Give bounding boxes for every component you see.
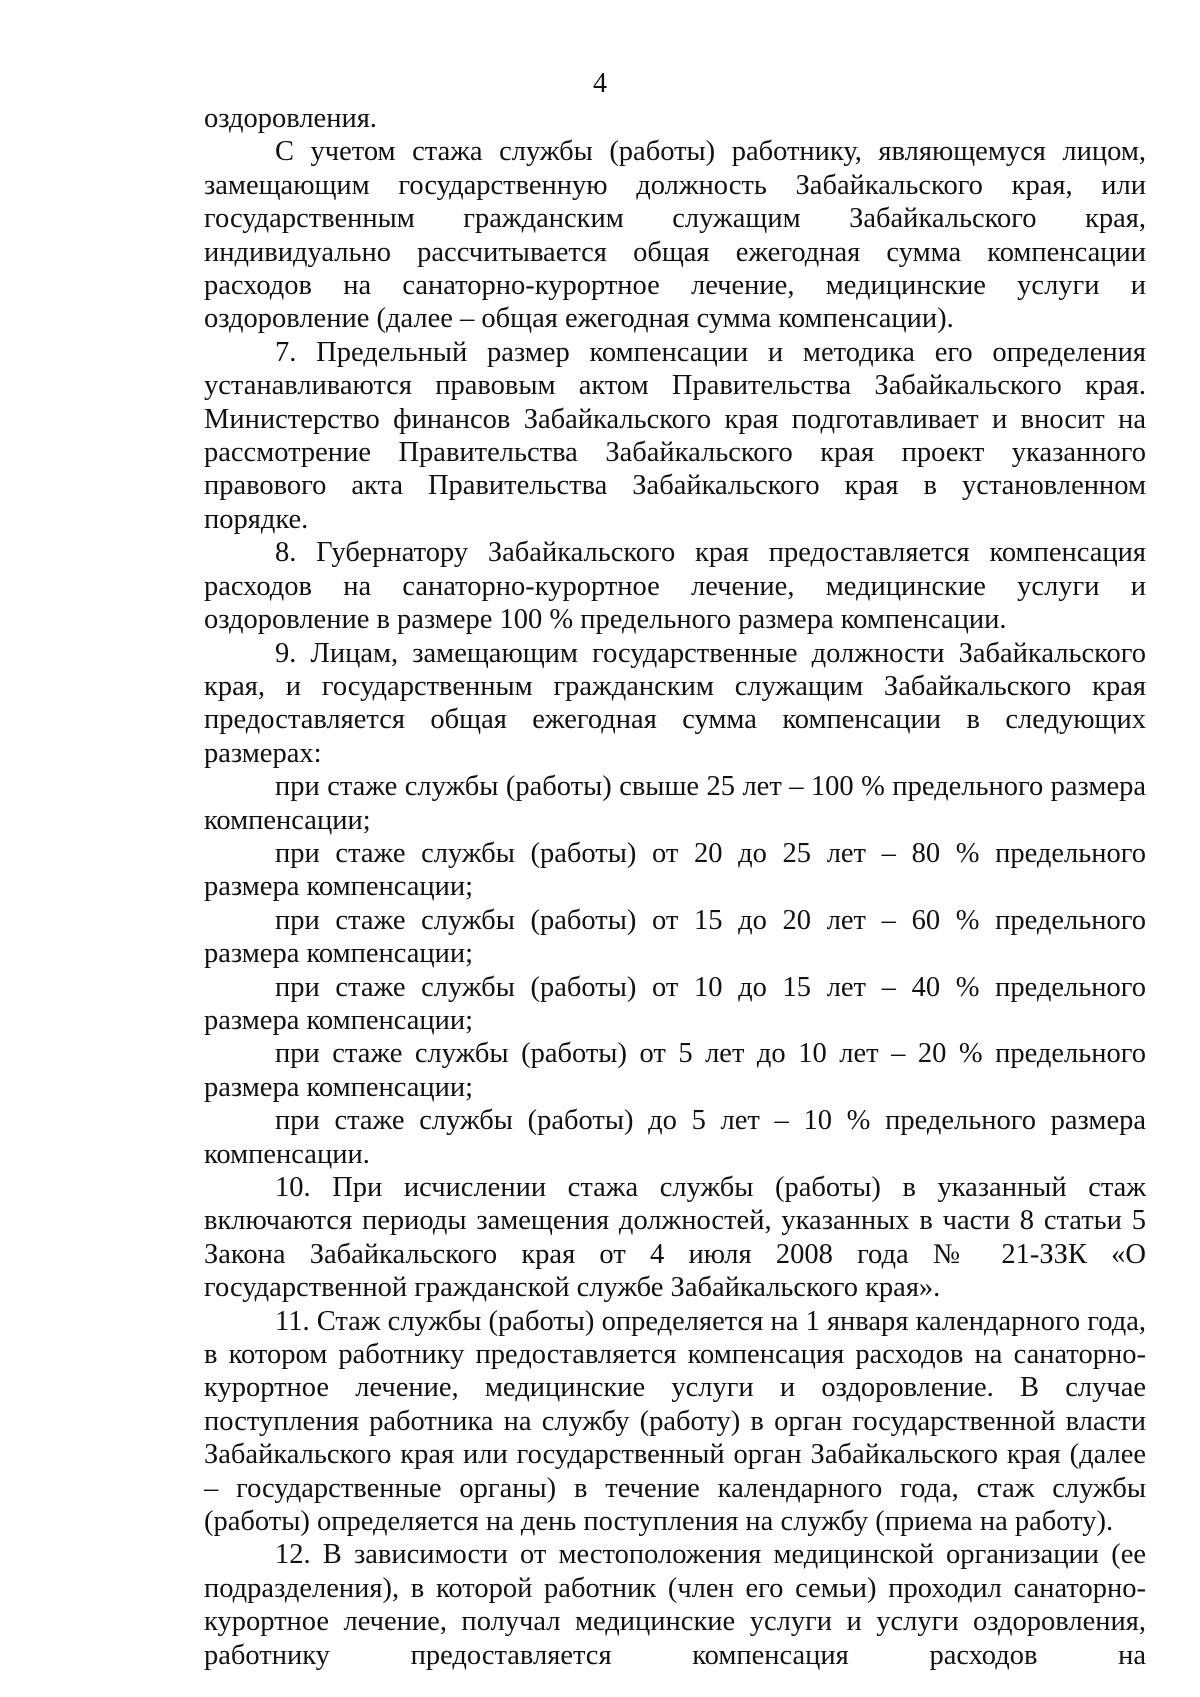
paragraph-service-length: С учетом стажа службы (работы) работнику, являющемуся лицом, замещающим государственную должность Забайкальского края, или государственным гражданским служащим Забайкальского края, индивидуально рассчитывается общая ежегодная сумма компенсации расходов на санаторно-курортное лечение, медицинские услуги и оздоровление (далее – общая ежегодная сумма компенсации).	[204, 136, 1146, 335]
paragraph-7: 7. Предельный размер компенсации и методика его определения устанавливаются правовым актом Правительства Забайкальского края. Министерство финансов Забайкальского края подготавливает и вносит на рассмотрение Правительства Забайкальского края проект указанного правового акта Правительства Забайкальского края в установленном порядке.	[204, 336, 1146, 535]
list-item-10-15: при стаже службы (работы) от 10 до 15 лет – 40 % предельного размера компенсации;	[204, 971, 1146, 1036]
list-item-20-25: при стаже службы (работы) от 20 до 25 лет – 80 % предельного размера компенсации;	[204, 837, 1146, 903]
paragraph-continuation: оздоровления.	[204, 103, 377, 134]
paragraph-9: 9. Лицам, замещающим государственные должности Забайкальского края, и государственным гражданским служащим Забайкальского края предоставляется общая ежегодная сумма компенсации в следующих размерах:	[204, 637, 1146, 769]
paragraph-8: 8. Губернатору Забайкальского края предоставляется компенсация расходов на санаторно-курортное лечение, медицинские услуги и оздоровление в размере 100 % предельного размера компенсации.	[204, 537, 1146, 636]
paragraph-10: 10. При исчислении стажа службы (работы) в указанный стаж включаются периоды замещения должностей, указанных в части 8 статьи 5 Закона Забайкальского края от 4 июля 2008 года № 21-ЗЗК «О государственной гражданской службе Забайкальского края».	[204, 1172, 1146, 1304]
paragraph-12: 12. В зависимости от местоположения медицинской организации (ее подразделения), в которой работник (член его семьи) проходил санаторно-курортное лечение, получал медицинские услуги и услуги оздоровления, работнику предоставляется компенсация расходов на	[204, 1539, 1146, 1671]
list-item-5-10: при стаже службы (работы) от 5 лет до 10 лет – 20 % предельного размера компенсации;	[204, 1038, 1146, 1103]
list-item-15-20: при стаже службы (работы) от 15 до 20 лет – 60 % предельного размера компенсации;	[204, 904, 1146, 970]
list-item-over-25: при стаже службы (работы) свыше 25 лет – 100 % предельного размера компенсации;	[204, 771, 1146, 836]
body-text	[204, 102, 1146, 1672]
paragraph-11: 11. Стаж службы (работы) определяется на 1 января календарного года, в котором работнику предоставляется компенсация расходов на санаторно-курортное лечение, медицинские услуги и оздоровление. В случае поступления работника на службу (работу) в орган государственной власти Забайкальского края или государственный орган Забайкальского края (далее – государственные органы) в течение календарного года, стаж службы (работы) определяется на день поступления на службу (приема на работу).	[204, 1305, 1146, 1538]
list-item-under-5: при стаже службы (работы) до 5 лет – 10 % предельного размера компенсации.	[204, 1105, 1146, 1170]
page-number: 4	[593, 68, 607, 99]
